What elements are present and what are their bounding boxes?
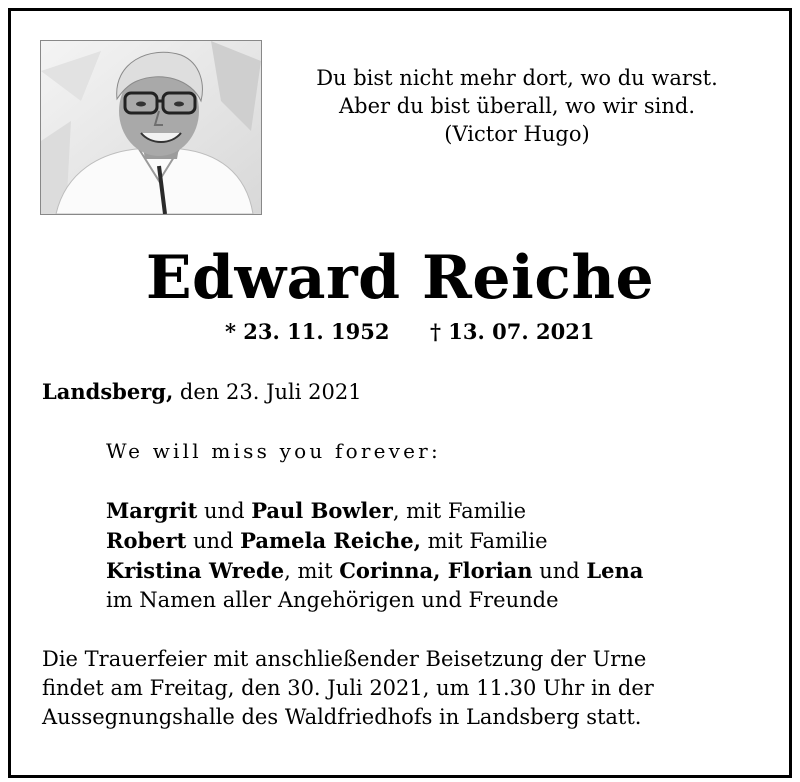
- funeral-line-3: Aussegnungshalle des Waldfriedhofs in Landsberg statt.: [42, 705, 642, 729]
- mourner-line: [106, 526, 643, 556]
- mourner-connector: , mit: [284, 559, 340, 583]
- place-and-date: [42, 378, 362, 406]
- mourner-line: [106, 496, 643, 526]
- portrait-photo: [40, 40, 262, 215]
- portrait-image: [41, 41, 261, 214]
- funeral-details: [42, 645, 654, 732]
- mourner-suffix: , mit Familie: [392, 499, 527, 523]
- place-name: Landsberg,: [42, 379, 174, 404]
- death-date: † 13. 07. 2021: [430, 319, 595, 344]
- quote-line-2: Aber du bist überall, wo wir sind.: [338, 94, 695, 118]
- mourner-line: im Namen aller Angehörigen und Freunde: [106, 588, 559, 612]
- mourners-list: [106, 496, 643, 615]
- quote-author: (Victor Hugo): [444, 122, 590, 146]
- birth-date: * 23. 11. 1952: [225, 319, 390, 344]
- mourner-line: [106, 556, 643, 586]
- mourner-connector: und: [186, 529, 241, 553]
- mourner-name: Margrit: [106, 498, 198, 523]
- quote-line-1: Du bist nicht mehr dort, wo du warst.: [316, 66, 718, 90]
- mourner-name: Lena: [586, 558, 644, 583]
- mourner-connector: und: [532, 559, 587, 583]
- mourner-name: Kristina Wrede: [106, 558, 285, 583]
- mourner-name: Corinna, Florian: [339, 558, 533, 583]
- mourner-name: Paul Bowler: [251, 498, 393, 523]
- funeral-line-1: Die Trauerfeier mit anschließender Beisetzung der Urne: [42, 647, 647, 671]
- funeral-line-2: findet am Freitag, den 30. Juli 2021, um 11.30 Uhr in der: [42, 676, 654, 700]
- deceased-name: Edward Reiche: [145, 243, 655, 313]
- mourner-connector: und: [197, 499, 252, 523]
- memorial-quote: [282, 64, 752, 148]
- mourner-name: Pamela Reiche,: [240, 528, 421, 553]
- mourner-suffix: mit Familie: [420, 529, 548, 553]
- notice-date: den 23. Juli 2021: [173, 380, 362, 404]
- mourner-name: Robert: [106, 528, 187, 553]
- farewell-message: We will miss you forever:: [106, 439, 441, 463]
